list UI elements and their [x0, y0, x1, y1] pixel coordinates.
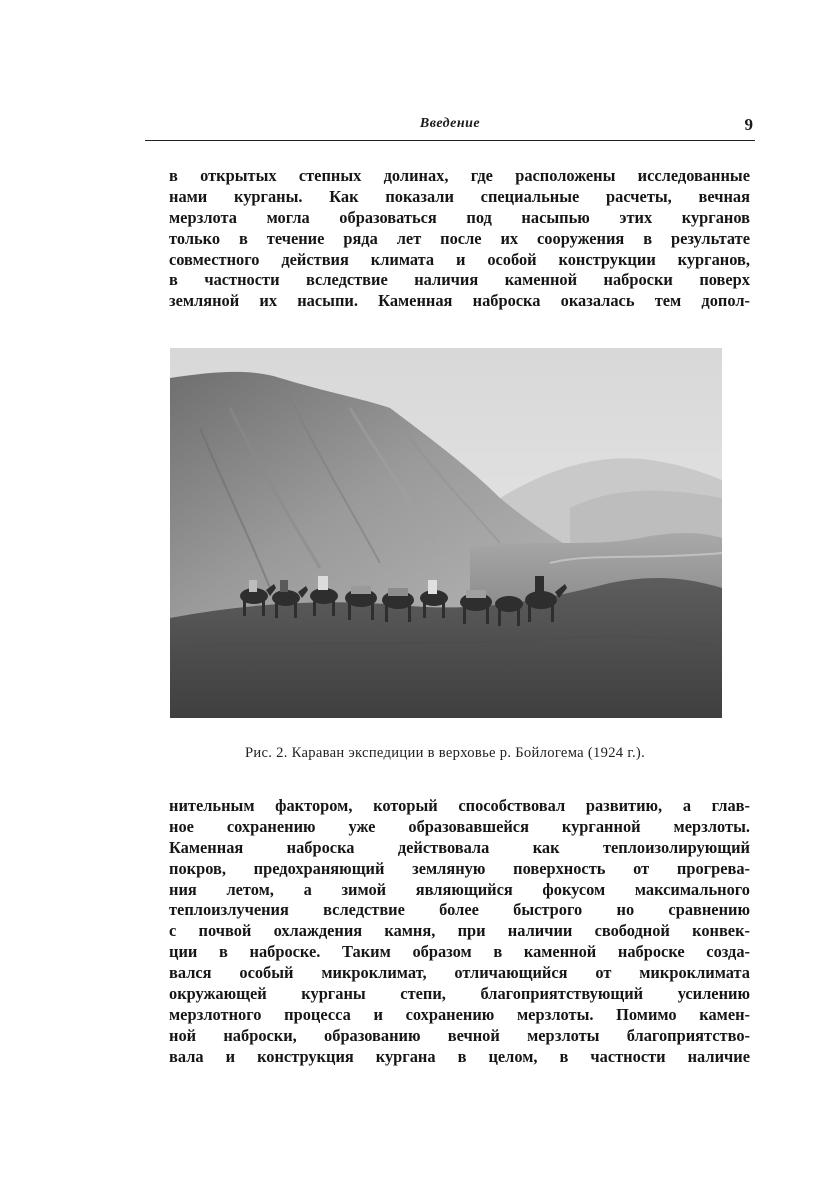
figure-caption: Рис. 2. Караван экспедиции в верховье р. Бойлогема (1924 г.). [244, 745, 646, 761]
text-line: ное сохранению уже образовавшейся курганной мерзлоты. [169, 816, 750, 836]
text-line: нами курганы. Как показали специальные расчеты, вечная [169, 186, 750, 206]
text-line: только в течение ряда лет после их сооружения в результате [169, 228, 750, 248]
text-line: земляной их насыпи. Каменная наброска оказалась тем допол- [169, 291, 750, 311]
text-line: ния летом, а зимой являющийся фокусом максимального [169, 879, 750, 899]
text-line: Каменная наброска действовала как теплоизолирующий [169, 837, 750, 857]
text-line: покров, предохраняющий земляную поверхность от прогрева- [169, 858, 750, 878]
header-rule [145, 140, 755, 141]
text-line: окружающей курганы степи, благоприятствующий усилению [169, 984, 750, 1004]
text-line: вался особый микроклимат, отличающийся от микроклимата [169, 963, 750, 983]
expedition-caravan-photo [170, 348, 722, 718]
page-number: 9 [744, 115, 753, 134]
text-line: вала и конструкция кургана в целом, в частности наличие [169, 1046, 750, 1066]
text-line: в частности вследствие наличия каменной наброски поверх [169, 270, 750, 290]
text-line: нительным фактором, который способствовал развитию, а глав- [169, 796, 750, 815]
paragraph-bottom [169, 796, 750, 1068]
running-head [145, 116, 755, 140]
running-title: Введение [419, 116, 481, 131]
text-line: в открытых степных долинах, где расположены исследованные [169, 166, 750, 185]
text-line: ной наброски, образованию вечной мерзлоты благоприятство- [169, 1025, 750, 1045]
text-line: мерзлота могла образоваться под насыпью этих курганов [169, 207, 750, 227]
text-line: теплоизлучения вследствие более быстрого но сравнению [169, 900, 750, 920]
text-line: мерзлотного процесса и сохранению мерзлоты. Помимо камен- [169, 1004, 750, 1024]
paragraph-top [169, 166, 750, 312]
text-line: совместного действия климата и особой конструкции курганов, [169, 249, 750, 269]
text-line: с почвой охлаждения камня, при наличии свободной конвек- [169, 921, 750, 941]
text-line: ции в наброске. Таким образом в каменной наброске созда- [169, 942, 750, 962]
